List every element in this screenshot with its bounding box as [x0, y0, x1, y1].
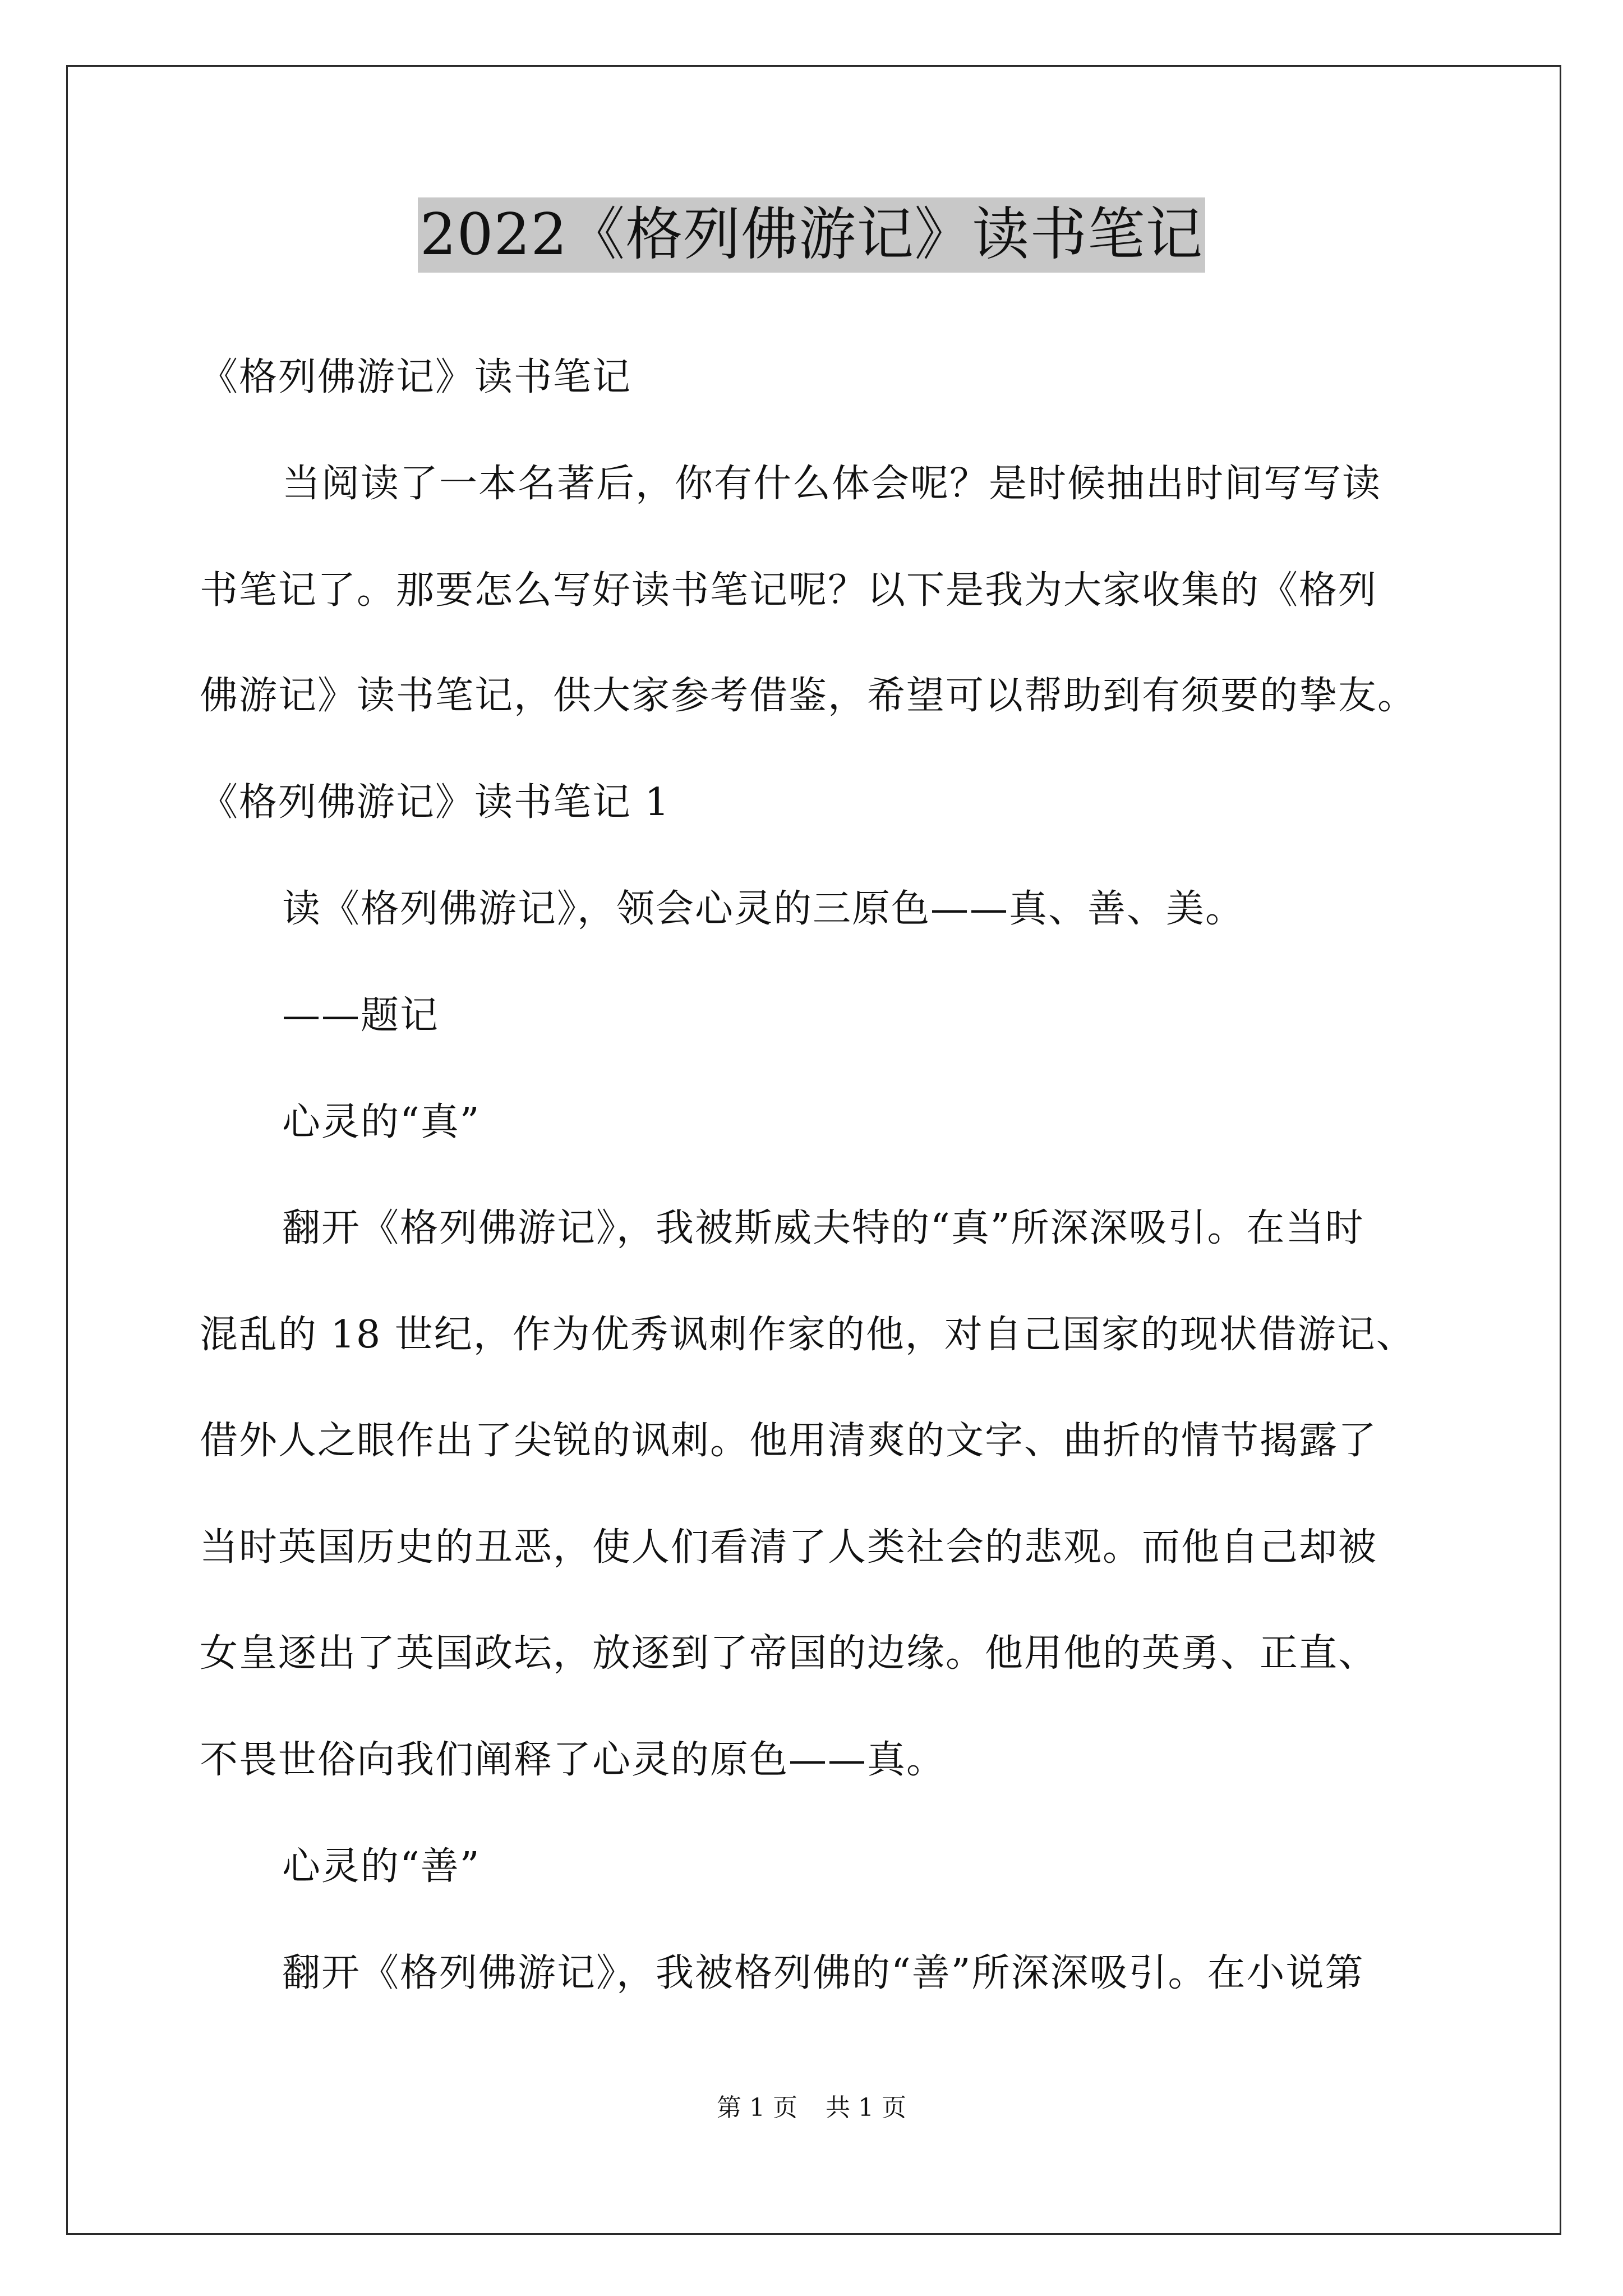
- paragraph-line: 读《格列佛游记》，领会心灵的三原色——真、善、美。: [282, 887, 1245, 931]
- paragraph-line: 当时英国历史的丑恶，使人们看清了人类社会的悲观。而他自己却被: [200, 1525, 1378, 1570]
- page-number-current: 第 1 页: [717, 2093, 797, 2122]
- paragraph-line: 佛游记》读书笔记，供大家参考借鉴，希望可以帮助到有须要的挚友。: [200, 674, 1417, 718]
- paragraph-line: 借外人之眼作出了尖锐的讽刺。他用清爽的文字、曲折的情节揭露了: [200, 1419, 1378, 1463]
- paragraph-line: 书笔记了。那要怎么写好读书笔记呢？以下是我为大家收集的《格列: [200, 568, 1378, 613]
- document-title: 2022《格列佛游记》读书笔记: [418, 197, 1206, 273]
- page-footer: [0, 2091, 1623, 2125]
- paragraph-line: 《格列佛游记》读书笔记: [200, 355, 632, 399]
- paragraph-line: 翻开《格列佛游记》，我被斯威夫特的“真”所深深吸引。在当时: [282, 1206, 1364, 1250]
- paragraph-line: 《格列佛游记》读书笔记 1: [200, 780, 670, 825]
- page-number-total: 共 1 页: [826, 2093, 906, 2122]
- paragraph-line: 女皇逐出了英国政坛，放逐到了帝国的边缘。他用他的英勇、正直、: [200, 1631, 1378, 1676]
- section-heading: 心灵的“真”: [282, 1100, 481, 1144]
- paragraph-line: ——题记: [282, 993, 440, 1038]
- paragraph-line: 当阅读了一本名著后，你有什么体会呢？是时候抽出时间写写读: [282, 462, 1382, 506]
- section-heading: 心灵的“善”: [282, 1844, 481, 1889]
- paragraph-line: 不畏世俗向我们阐释了心灵的原色——真。: [200, 1738, 946, 1782]
- title-container: [0, 197, 1623, 273]
- paragraph-line: 混乱的 18 世纪，作为优秀讽刺作家的他，对自己国家的现状借游记、: [200, 1313, 1415, 1357]
- paragraph-line: 翻开《格列佛游记》，我被格列佛的“善”所深深吸引。在小说第: [282, 1951, 1364, 1995]
